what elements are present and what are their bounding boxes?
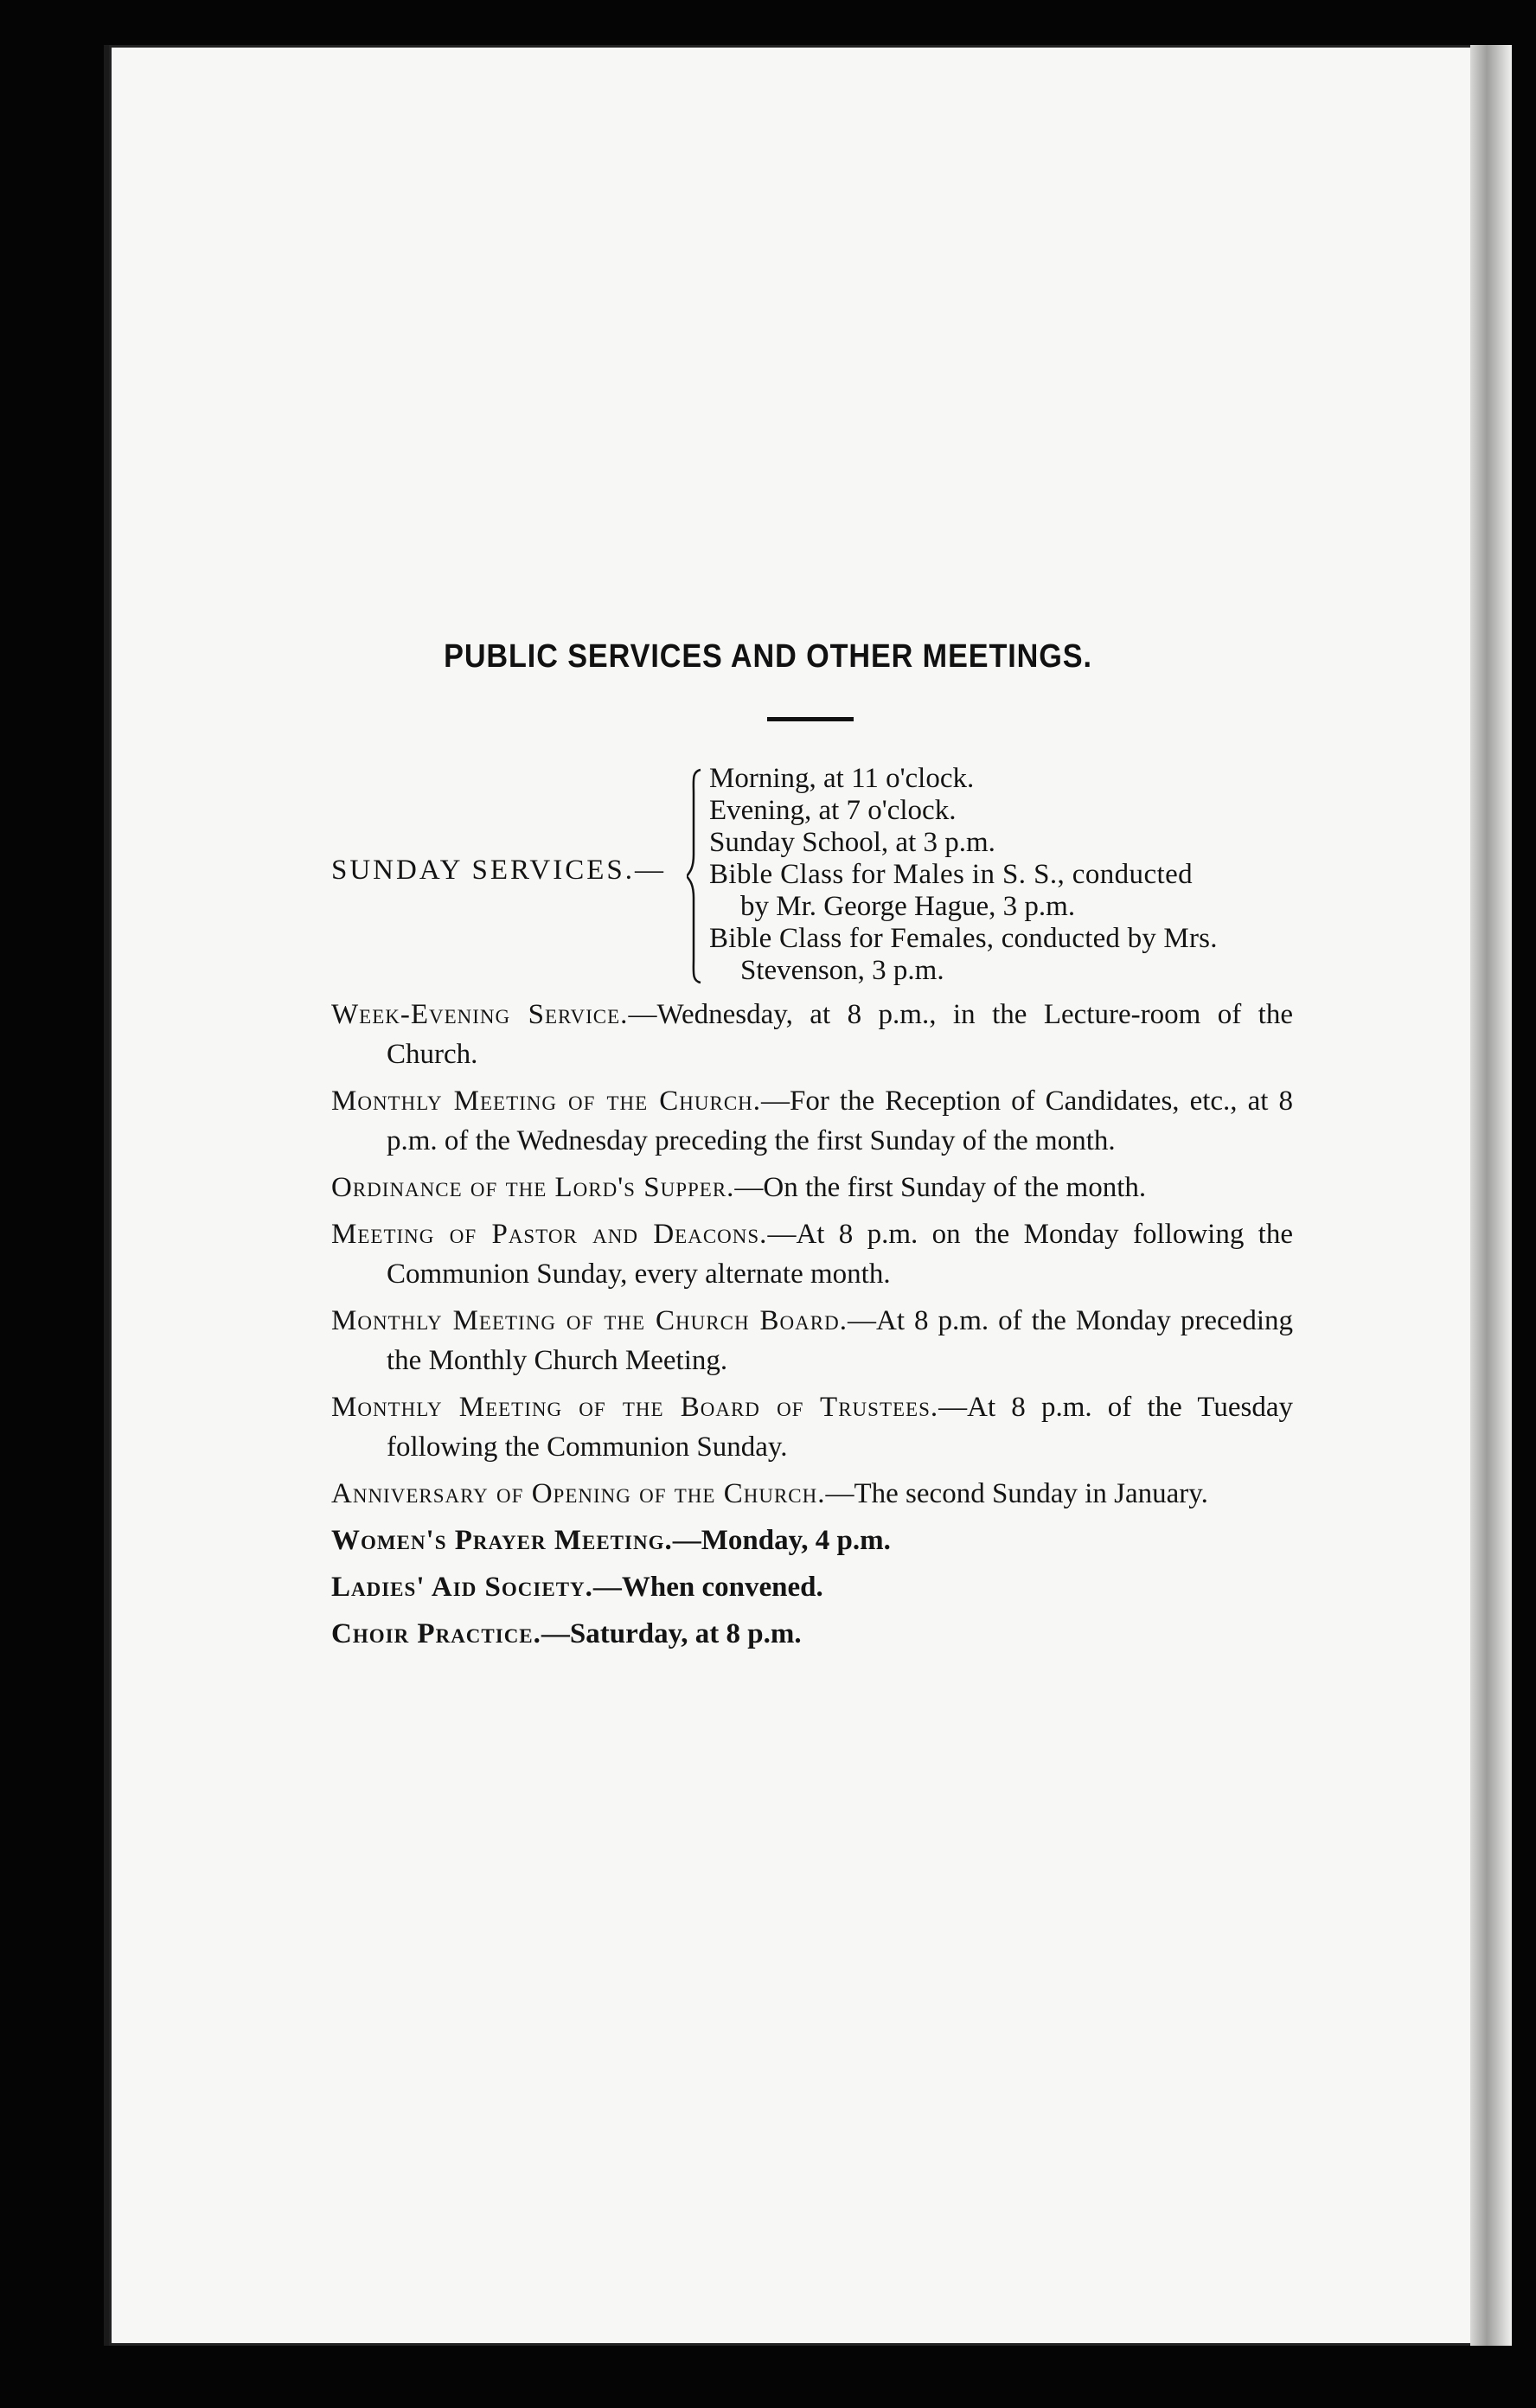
meeting-label: Anniversary of Opening of the Church. <box>331 1478 826 1509</box>
meeting-label: Women's Prayer Meeting. <box>331 1525 673 1556</box>
sunday-item-continued: by Mr. George Hague, 3 p.m. <box>740 891 1076 922</box>
meeting-entry <box>331 1168 1293 1207</box>
sunday-services-label: SUNDAY SERVICES.— <box>331 855 666 886</box>
meeting-detail: —On the first Sunday of the month. <box>734 1172 1147 1203</box>
meeting-entry <box>331 1474 1293 1514</box>
meeting-detail: —The second Sunday in January. <box>825 1478 1208 1509</box>
meeting-entry <box>331 995 1293 1074</box>
sunday-item: Bible Class for Males in S. S., conducted <box>709 859 1194 890</box>
meeting-detail: —At 8 p.m. of the Monday preceding the Monthly Church Meeting. <box>387 1305 1294 1376</box>
meeting-detail: —At 8 p.m. on the Monday following the Communion Sunday, every alternate month. <box>387 1219 1293 1290</box>
meeting-detail: —Monday, 4 p.m. <box>672 1525 891 1556</box>
sunday-item: Morning, at 11 o'clock. <box>709 763 975 794</box>
page-title: PUBLIC SERVICES AND OTHER MEETINGS. <box>444 638 1092 675</box>
sunday-item: Evening, at 7 o'clock. <box>709 795 957 826</box>
meeting-label: Ordinance of the Lord's Supper. <box>331 1172 735 1203</box>
meetings-list <box>331 995 1293 1661</box>
sunday-item: Bible Class for Females, conducted by Mrs. <box>709 923 1218 954</box>
meeting-entry <box>331 1521 1293 1560</box>
meeting-label: Meeting of Pastor and Deacons. <box>331 1219 768 1250</box>
page-edge-strip <box>1470 45 1512 2346</box>
meeting-label: Monthly Meeting of the Church. <box>331 1086 762 1117</box>
meeting-detail: —For the Reception of Candidates, etc., at 8 p.m. of the Wednesday preceding the first Sunday of the month. <box>387 1086 1293 1156</box>
meeting-entry <box>331 1301 1293 1380</box>
meeting-label: Ladies' Aid Society. <box>331 1572 593 1603</box>
meeting-detail: —When convened. <box>592 1572 823 1603</box>
meeting-label: Monthly Meeting of the Board of Trustees. <box>331 1392 939 1423</box>
sunday-item: Sunday School, at 3 p.m. <box>709 827 995 858</box>
title-rule <box>767 717 854 721</box>
meeting-detail: —At 8 p.m. of the Tuesday following the Communion Sunday. <box>387 1392 1293 1463</box>
meeting-entry <box>331 1081 1293 1161</box>
sunday-services-list <box>709 763 1297 987</box>
meeting-entry <box>331 1567 1293 1607</box>
meeting-detail: —Saturday, at 8 p.m. <box>541 1618 802 1649</box>
sunday-item-continued: Stevenson, 3 p.m. <box>740 955 944 986</box>
meeting-label: Choir Practice. <box>331 1618 541 1649</box>
meeting-detail: —Wednesday, at 8 p.m., in the Lecture-room of the Church. <box>387 999 1293 1070</box>
meeting-entry <box>331 1387 1293 1467</box>
meeting-label: Monthly Meeting of the Church Board. <box>331 1305 848 1336</box>
meeting-entry <box>331 1214 1293 1294</box>
meeting-label: Week-Evening Service. <box>331 999 629 1030</box>
brace-icon <box>687 768 704 984</box>
meeting-entry <box>331 1614 1293 1654</box>
